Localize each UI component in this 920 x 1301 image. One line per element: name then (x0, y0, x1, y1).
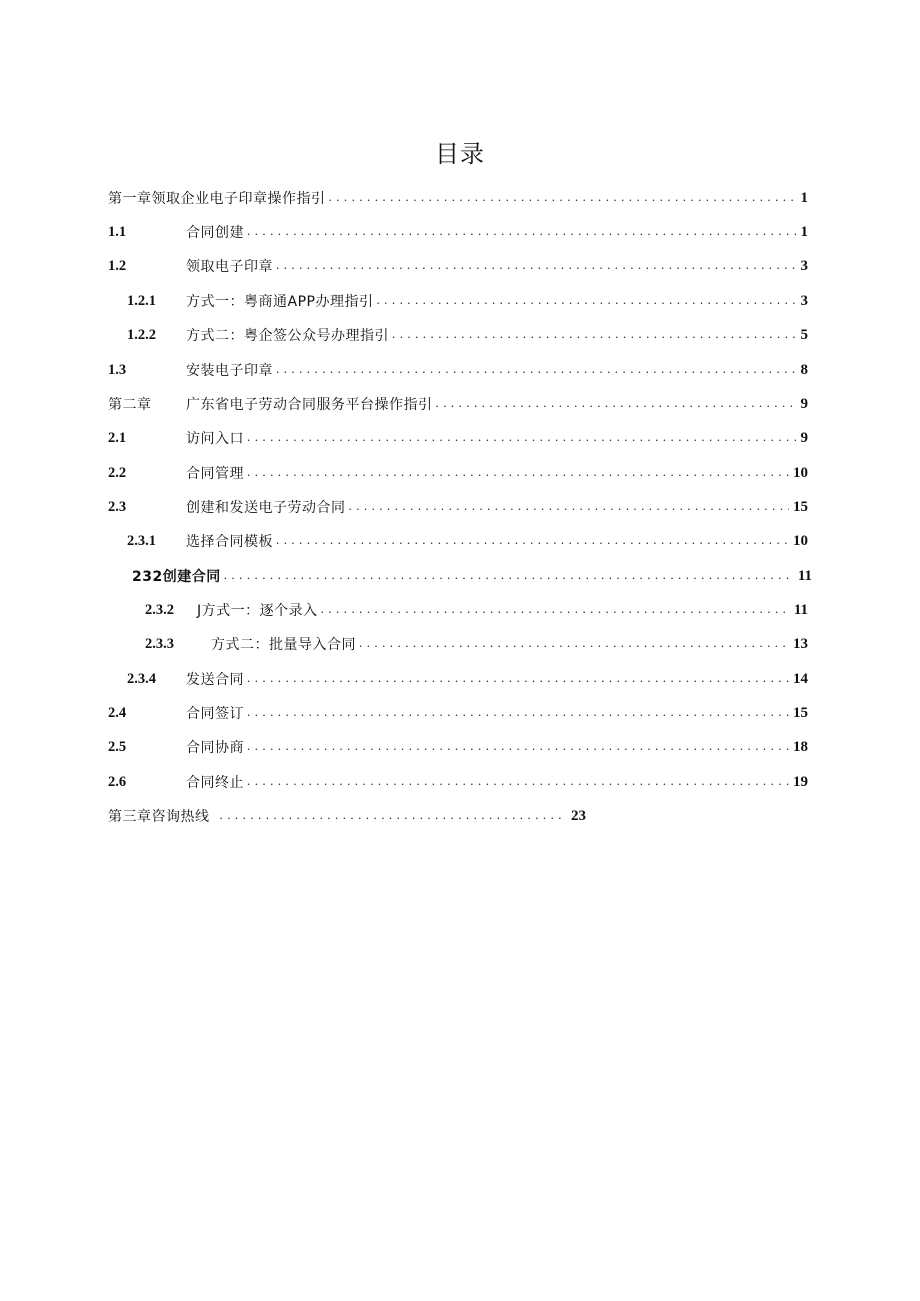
toc-section-number: 1.1 (108, 223, 127, 240)
toc-page-number: 11 (793, 601, 808, 618)
toc-page-number: 1 (800, 223, 808, 240)
toc-page-number: 9 (800, 395, 808, 412)
dot-leader (321, 600, 790, 620)
dot-leader (276, 256, 797, 276)
toc-entry-text: 访问入口 (186, 431, 244, 447)
toc-entry[interactable] (108, 360, 808, 380)
toc-section-number: 2.2 (108, 464, 127, 481)
toc-entry-text: 合同管理 (186, 466, 244, 482)
dot-leader (224, 566, 794, 586)
toc-section-number: 2.6 (108, 773, 127, 790)
toc-title: 目录 (435, 140, 485, 168)
dot-leader (392, 325, 797, 345)
toc-section-number: 2.4 (108, 704, 127, 721)
toc-section-number: 2.3 (108, 498, 127, 515)
toc-entry[interactable] (145, 600, 808, 620)
dot-leader (247, 703, 789, 723)
toc-page-number: 13 (793, 635, 808, 652)
toc-entry[interactable] (108, 256, 808, 276)
toc-page-number: 8 (800, 361, 808, 378)
toc-section-number: 1.2.1 (127, 292, 156, 309)
toc-section-number: 2.3.2 (145, 601, 174, 618)
toc-entry-text: 创建和发送电子劳动合同 (186, 500, 346, 516)
dot-leader (376, 291, 796, 311)
toc-page-number: 10 (793, 464, 808, 481)
toc-entry[interactable] (108, 703, 808, 723)
toc-page-number: 14 (793, 670, 808, 687)
toc-entry-text: 合同创建 (186, 225, 244, 241)
toc-section-number: 2.3.4 (127, 670, 156, 687)
toc-entry[interactable] (145, 634, 808, 654)
toc-entry-text: 合同签订 (186, 706, 244, 722)
toc-entry-text: 领取电子印章 (186, 259, 273, 275)
toc-section-number: 2.3.3 (145, 635, 174, 652)
toc-entry-text: 合同协商 (186, 740, 244, 756)
toc-page-number: 10 (793, 532, 808, 549)
toc-entry-text: J方式一：逐个录入 (197, 603, 318, 619)
toc-page-number: 23 (571, 807, 586, 824)
toc-entry[interactable] (108, 497, 808, 517)
toc-entry-text: 合同终止 (186, 775, 244, 791)
dot-leader (247, 772, 789, 792)
dot-leader (329, 188, 797, 208)
toc-entry-text: 方式二：粤企签公众号办理指引 (186, 328, 389, 344)
toc-entry[interactable] (108, 737, 808, 757)
toc-page-number: 5 (800, 326, 808, 343)
toc-chapter-prefix: 第二章 (108, 397, 152, 413)
toc-entry[interactable] (108, 428, 808, 448)
dot-leader (359, 634, 789, 654)
toc-entry-text: 选择合同模板 (186, 534, 273, 550)
dot-leader (276, 531, 789, 551)
toc-entry-text: 第一章领取企业电子印章操作指引 (108, 191, 326, 207)
toc-entry[interactable] (108, 463, 808, 483)
toc-entry[interactable] (127, 669, 808, 689)
toc-page-number: 3 (800, 292, 808, 309)
toc-entry-text: 方式二：批量导入合同 (211, 637, 356, 653)
toc-section-number: 2.5 (108, 738, 127, 755)
toc-entry-text: 方式一：粤商通APP办理指引 (186, 294, 374, 310)
toc-page-number: 15 (793, 498, 808, 515)
toc-entry-text: 安装电子印章 (186, 363, 273, 379)
toc-entry[interactable] (108, 772, 808, 792)
dot-leader (436, 394, 797, 414)
dot-leader (349, 497, 790, 517)
dot-leader (247, 428, 797, 448)
toc-page-number: 1 (800, 189, 808, 206)
toc-entry[interactable] (127, 325, 808, 345)
dot-leader (276, 360, 797, 380)
toc-entry[interactable] (127, 291, 808, 311)
toc-page-number: 15 (793, 704, 808, 721)
dot-leader (220, 806, 568, 826)
toc-entry-text: 广东省电子劳动合同服务平台操作指引 (186, 397, 433, 413)
toc-section-number: 1.2.2 (127, 326, 156, 343)
toc-entry[interactable] (108, 806, 586, 826)
toc-page-number: 18 (793, 738, 808, 755)
dot-leader (247, 222, 797, 242)
toc-entry[interactable] (127, 531, 808, 551)
toc-entry-text: 232创建合同 (132, 569, 221, 585)
toc-entry[interactable] (132, 566, 812, 586)
toc-section-number: 1.3 (108, 361, 127, 378)
toc-section-number: 1.2 (108, 257, 127, 274)
toc-page-number: 19 (793, 773, 808, 790)
toc-section-number: 2.1 (108, 429, 127, 446)
toc-page-number: 9 (800, 429, 808, 446)
toc-section-number: 2.3.1 (127, 532, 156, 549)
toc-entry[interactable] (108, 394, 808, 414)
toc-entry[interactable] (108, 188, 808, 208)
toc-entry-text: 第三章咨询热线 (108, 809, 210, 825)
dot-leader (247, 737, 789, 757)
toc-page-number: 3 (800, 257, 808, 274)
toc-page-number: 11 (797, 567, 812, 584)
toc-entry[interactable] (108, 222, 808, 242)
dot-leader (247, 463, 789, 483)
toc-entry-text: 发送合同 (186, 672, 244, 688)
dot-leader (247, 669, 789, 689)
